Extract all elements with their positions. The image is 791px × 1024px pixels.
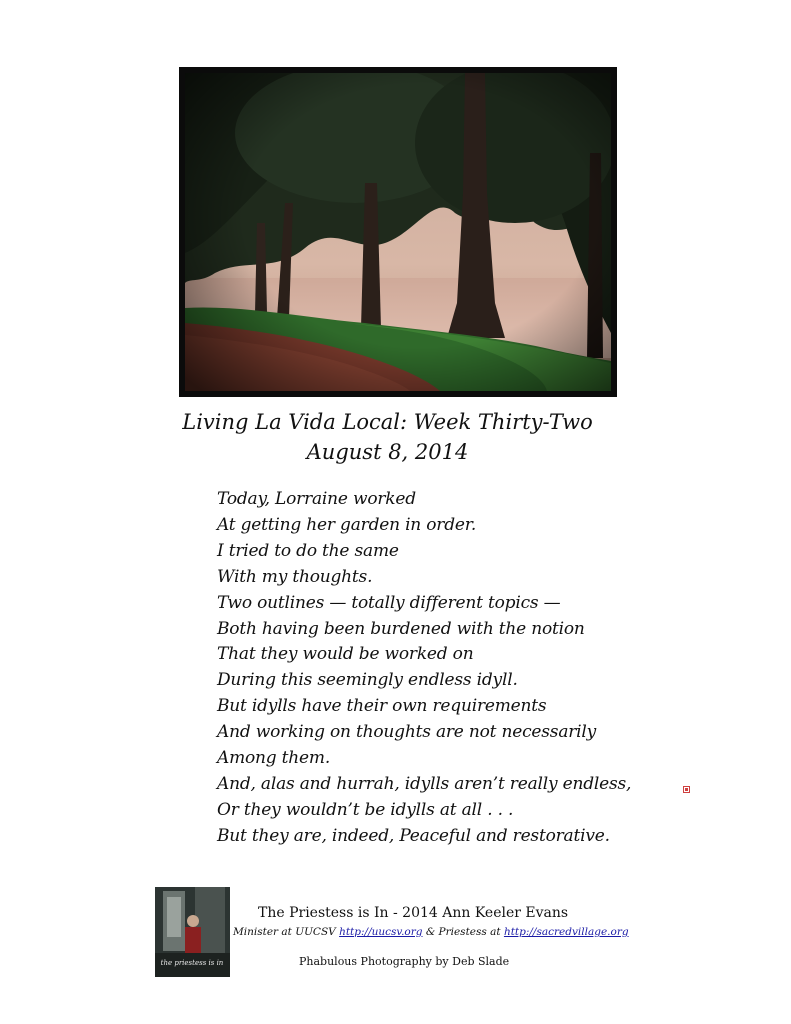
thumbnail-caption: the priestess is in — [160, 959, 224, 967]
poem-line: At getting her garden in order. — [217, 514, 477, 535]
poem-line: That they would be worked on — [217, 644, 474, 665]
sacredvillage-link[interactable]: http://sacredvillage.org — [503, 926, 629, 938]
poem-line: Two outlines — totally different topics — — [217, 592, 561, 613]
poem-line: But they are, indeed, Peaceful and restorative. — [217, 825, 610, 846]
photo-credit: Phabulous Photography by Deb Slade — [299, 955, 510, 968]
thumbnail-illustration — [155, 887, 230, 977]
priestess-text: & Priestess at — [422, 926, 504, 938]
poem-line: Both having been burdened with the notion — [217, 618, 585, 639]
footer-credit: The Priestess is In - 2014 Ann Keeler Evans — [258, 905, 569, 921]
footer-affiliations — [233, 926, 629, 938]
annotation-marker-icon[interactable] — [683, 786, 690, 793]
poem-line: Or they wouldn’t be idylls at all . . . — [217, 799, 514, 820]
poem-line: Today, Lorraine worked — [217, 489, 416, 509]
page-title: Living La Vida Local: Week Thirty-Two — [182, 410, 593, 434]
page-date: August 8, 2014 — [306, 440, 469, 464]
park-trees-photo — [179, 67, 617, 397]
poem-line: But idylls have their own requirements — [217, 696, 547, 717]
poem — [217, 487, 631, 850]
poem-line: During this seemingly endless idyll. — [217, 670, 518, 691]
poem-line: I tried to do the same — [217, 540, 399, 561]
poem-line: And working on thoughts are not necessarily — [217, 722, 597, 743]
poem-line: And, alas and hurrah, idylls aren’t really endless, — [217, 773, 632, 794]
priestess-thumbnail — [155, 887, 230, 977]
poem-line: With my thoughts. — [217, 566, 373, 587]
minister-text: Minister at UUCSV — [233, 926, 340, 938]
poem-line: Among them. — [217, 748, 331, 769]
uucsv-link[interactable]: http://uucsv.org — [339, 926, 423, 938]
photo-illustration — [185, 73, 611, 391]
